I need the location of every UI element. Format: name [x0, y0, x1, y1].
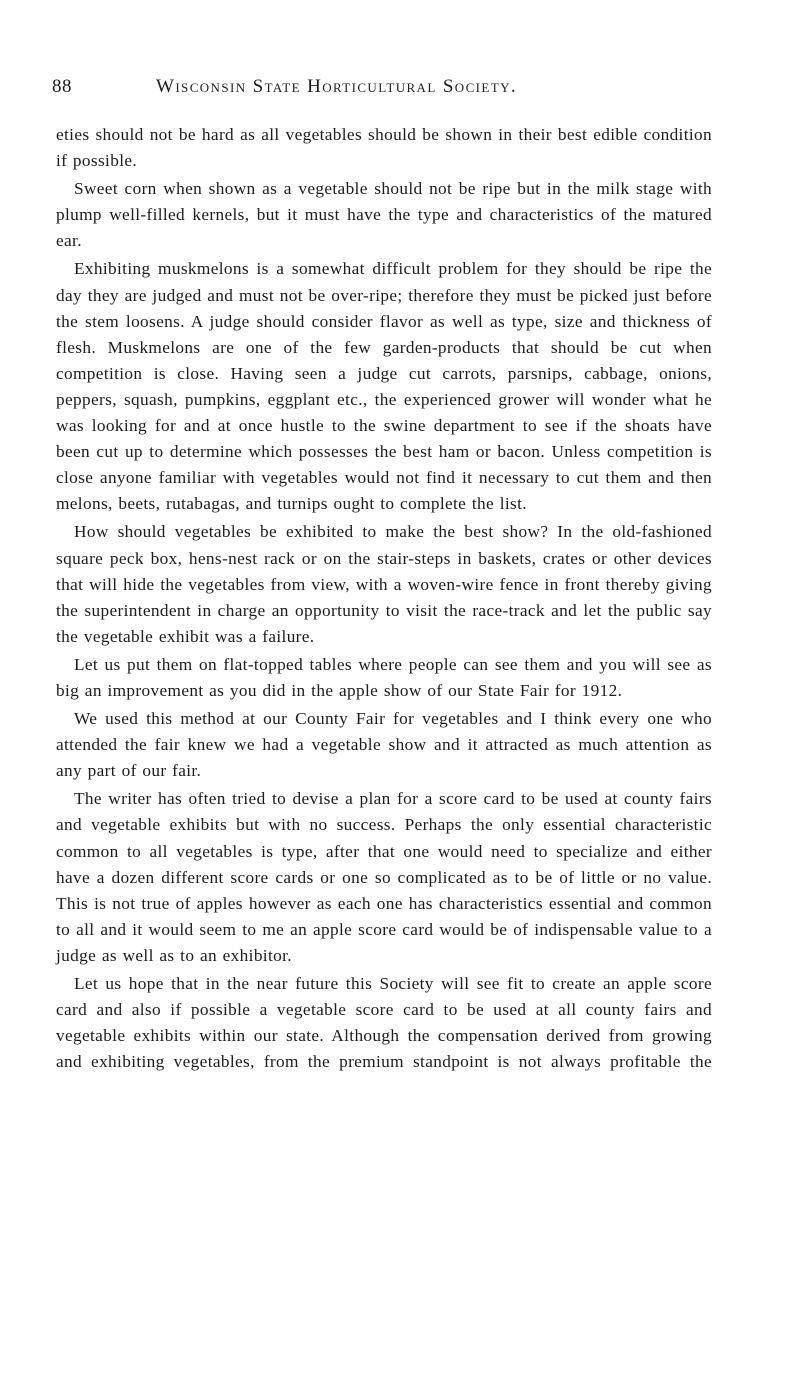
page-number: 88 — [52, 76, 72, 97]
body-text — [56, 122, 712, 1077]
paragraph-score-card: The writer has often tried to devise a plan for a score card to be used at county fairs and vegetable exhibits but with no success. Perhaps the only essential characteristic common to all vegetables is type, after that one would need to specialize and either have a dozen different score cards or one so complicated as to be of little or no value. This is not true of apples however as each one has characteristics essential and common to all and it would seem to me an apple score card would be of indispensable value to a judge as well as to an exhibitor. — [56, 789, 712, 965]
paragraph-muskmelons: Exhibiting muskmelons is a somewhat difficult problem for they should be ripe the day they are judged and must not be over-ripe; therefore they must be picked just before the stem loosens. A judge should consider flavor as well as type, size and thickness of flesh. Muskmelons are one of the few garden-products that should be cut when competition is close. Having seen a judge cut carrots, parsnips, cabbage, onions, peppers, squash, pumpkins, eggplant etc., the experienced grower will wonder what he was looking for and at once hustle to the swine department to see if the shoats have been cut up to determine which possesses the best ham or bacon. Unless competition is close anyone familiar with vegetables would not find it necessary to cut them and then melons, beets, rutabagas, and turnips ought to complete the list. — [56, 259, 712, 514]
paragraph-flat-tables: Let us put them on flat-topped tables where people can see them and you will see as big an improvement as you did in the apple show of our State Fair for 1912. — [56, 654, 712, 700]
paragraph-county-fair: We used this method at our County Fair for vegetables and I think every one who attended the fair knew we had a vegetable show and it attracted as much attention as any part of our fair. — [56, 709, 712, 781]
paragraph-continued: eties should not be hard as all vegetables should be shown in their best edible condition if possible. — [56, 125, 712, 171]
running-title: Wisconsin State Horticultural Society. — [156, 76, 518, 97]
paragraph-hope: Let us hope that in the near future this Society will see fit to create an apple score card and also if possible a vegetable score card to be used at all county fairs and vegetable exhibits within our state. Although the compensation derived from growing and exhibiting vegetables, from the premium standpoint is not always profitable the — [56, 974, 712, 1072]
running-header — [52, 76, 732, 104]
paragraph-how-exhibited: How should vegetables be exhibited to make the best show? In the old-fashioned square peck box, hens-nest rack or on the stair-steps in baskets, crates or other devices that will hide the vegetables from view, with a woven-wire fence in front thereby giving the superintendent in charge an opportunity to visit the race-track and let the public say the vegetable exhibit was a failure. — [56, 522, 712, 646]
paragraph-sweet-corn: Sweet corn when shown as a vegetable should not be ripe but in the milk stage with plump well-filled kernels, but it must have the type and characteristics of the matured ear. — [56, 179, 712, 251]
